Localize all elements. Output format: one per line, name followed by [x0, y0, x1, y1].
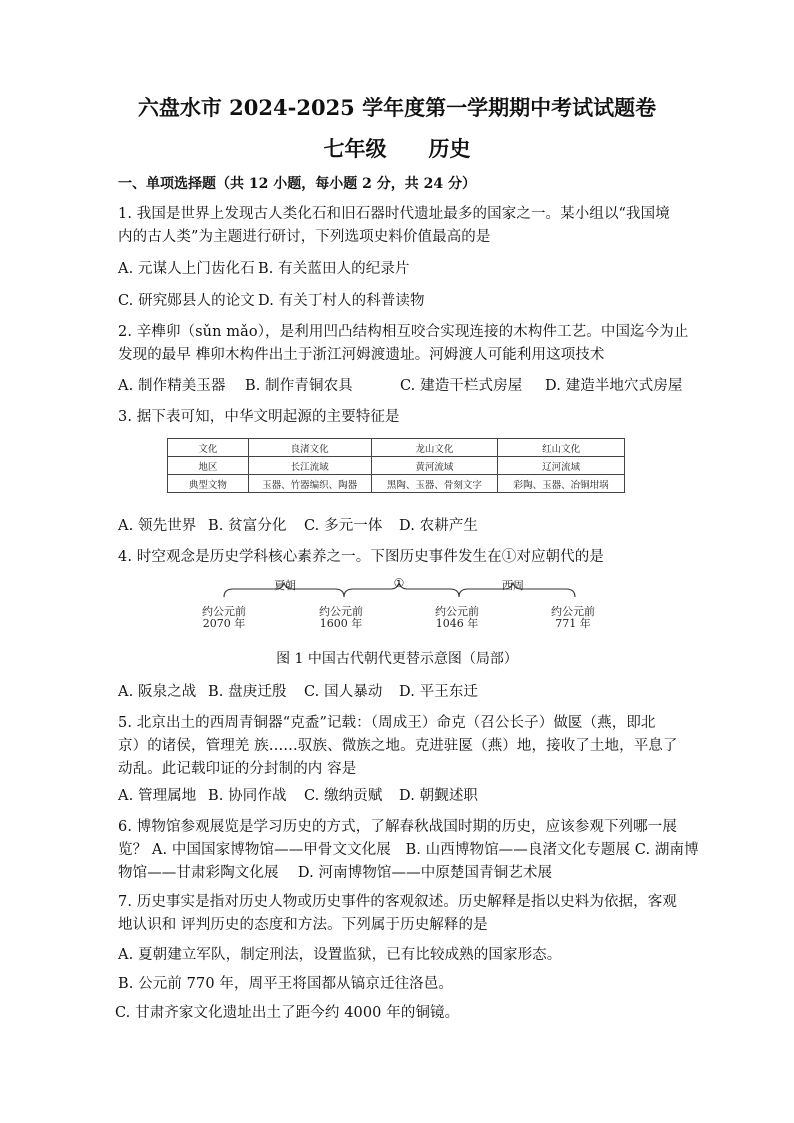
q2-option-d: D. 建造半地穴式房屋	[545, 378, 683, 394]
q4-option-c: C. 国人暴动	[304, 684, 383, 700]
table-row	[168, 439, 625, 457]
timeline-point-top: 约公元前	[319, 605, 363, 618]
table-cell: 红山文化	[498, 439, 625, 457]
timeline-label-western-zhou: 西周	[502, 579, 524, 592]
q4-stem-line1: 4. 时空观念是历史学科核心素养之一。下图历史事件发生在①对应朝代的是	[118, 549, 604, 565]
q6-stem-line1: 6. 博物馆参观展览是学习历史的方式，了解春秋战国时期的历史，应该参观下列哪一展	[118, 819, 677, 835]
q3-stem-line1: 3. 据下表可知，中华文明起源的主要特征是	[118, 409, 400, 425]
exam-subtitle: 七年级 历史	[323, 136, 471, 161]
q3-option-d: D. 农耕产生	[399, 518, 479, 534]
q4-option-a: A. 阪泉之战	[118, 684, 197, 700]
table-cell: 长江流域	[248, 457, 371, 475]
q5-stem-line2: 京）的诸侯，管理羌 族……驭族、微族之地。克进驻匽（燕）地，接收了土地，平息了	[118, 738, 678, 754]
q6-stem-line3: 物馆——甘肃彩陶文化展 D. 河南博物馆——中原楚国青铜艺术展	[118, 865, 553, 881]
q1-option-d: D. 有关丁村人的科普读物	[258, 293, 425, 309]
q3-option-a: A. 领先世界	[118, 518, 197, 534]
exam-title: 六盘水市 2024-2025 学年度第一学期期中考试试题卷	[137, 95, 657, 120]
timeline-point-top: 约公元前	[202, 605, 246, 618]
q6-stem-line2: 览？ A. 中国国家博物馆——甲骨文文化展 B. 山西博物馆——良渚文化专题展 C. 湖南博	[118, 842, 699, 858]
q5-stem-line3: 动乱。此记载印证的分封制的内 容是	[118, 761, 357, 777]
q1-stem-line2: 内的古人类”为主题进行研讨，下列选项史料价值最高的是	[118, 229, 491, 245]
figure-caption: 图 1 中国古代朝代更替示意图（局部）	[276, 651, 518, 667]
q2-stem-line2: 发现的最早 榫卯木构件出土于浙江河姆渡遗址。河姆渡人可能利用这项技术	[118, 347, 605, 363]
timeline-point-top: 约公元前	[551, 605, 595, 618]
section-heading: 一、单项选择题（共 12 小题，每小题 2 分，共 24 分）	[118, 176, 476, 192]
table-cell: 玉器、竹器编织、陶器	[248, 475, 371, 493]
q4-option-b: B. 盘庚迁殷	[208, 684, 287, 700]
q7-option-c: C. 甘肃齐家文化遗址出土了距今约 4000 年的铜镜。	[115, 1005, 460, 1021]
table-cell: 文化	[168, 439, 249, 457]
table-cell: 地区	[168, 457, 249, 475]
q4-option-d: D. 平王东迁	[399, 684, 479, 700]
q7-option-b: B. 公元前 770 年，周平王将国都从镐京迁往洛邑。	[118, 976, 453, 992]
q2-option-b: B. 制作青铜农具	[245, 378, 353, 394]
table-cell: 黄河流域	[371, 457, 498, 475]
q2-stem-line1: 2. 辛榫卯（sǔn mǎo），是利用凹凸结构相互咬合实现连接的木构件工艺。中国迄今为止	[118, 324, 689, 340]
q5-option-a: A. 管理属地	[118, 788, 197, 804]
q1-stem-line1: 1. 我国是世界上发现古人类化石和旧石器时代遗址最多的国家之一。某小组以“我国境	[118, 206, 670, 222]
q5-option-d: D. 朝觐述职	[399, 788, 479, 804]
table-cell: 彩陶、玉器、冶铜坩埚	[498, 475, 625, 493]
q5-stem-line1: 5. 北京出土的西周青铜器“克盉”记载：（周成王）命克（召公长子）做匽（燕，即北	[118, 715, 656, 731]
q3-option-c: C. 多元一体	[304, 518, 383, 534]
table-cell: 辽河流域	[498, 457, 625, 475]
q2-option-c: C. 建造干栏式房屋	[400, 378, 523, 394]
table-cell: 良渚文化	[248, 439, 371, 457]
q7-stem-line2: 地认识和 评判历史的态度和方法。下列属于历史解释的是	[118, 917, 488, 933]
table-cell: 黑陶、玉器、骨刻文字	[371, 475, 498, 493]
q1-option-a: A. 元谋人上门齿化石	[118, 261, 255, 277]
timeline-label-circled-1: ①	[393, 576, 405, 590]
q1-option-b: B. 有关蓝田人的纪录片	[258, 261, 410, 277]
q7-option-a: A. 夏朝建立军队，制定刑法，设置监狱，已有比较成熟的国家形态。	[118, 947, 562, 963]
q5-option-c: C. 缴纳贡赋	[304, 788, 383, 804]
timeline-point-top: 约公元前	[435, 605, 479, 618]
timeline-point-bottom: 1600 年	[319, 617, 363, 630]
timeline-point-bottom: 2070 年	[202, 617, 246, 630]
q7-stem-line1: 7. 历史事实是指对历史人物或历史事件的客观叙述。历史解释是指以史料为依据，客观	[118, 894, 677, 910]
table-cell: 典型文物	[168, 475, 249, 493]
q2-option-a: A. 制作精美玉器	[118, 378, 226, 394]
culture-table	[167, 438, 625, 493]
timeline-point-bottom: 771 年	[555, 617, 591, 630]
q1-option-c: C. 研究郧县人的论文	[118, 293, 255, 309]
table-row	[168, 457, 625, 475]
q3-option-b: B. 贫富分化	[208, 518, 287, 534]
table-row	[168, 475, 625, 493]
table-cell: 龙山文化	[371, 439, 498, 457]
timeline-label-xia: 夏朝	[274, 579, 296, 592]
timeline-point-bottom: 1046 年	[435, 617, 479, 630]
q5-option-b: B. 协同作战	[208, 788, 287, 804]
